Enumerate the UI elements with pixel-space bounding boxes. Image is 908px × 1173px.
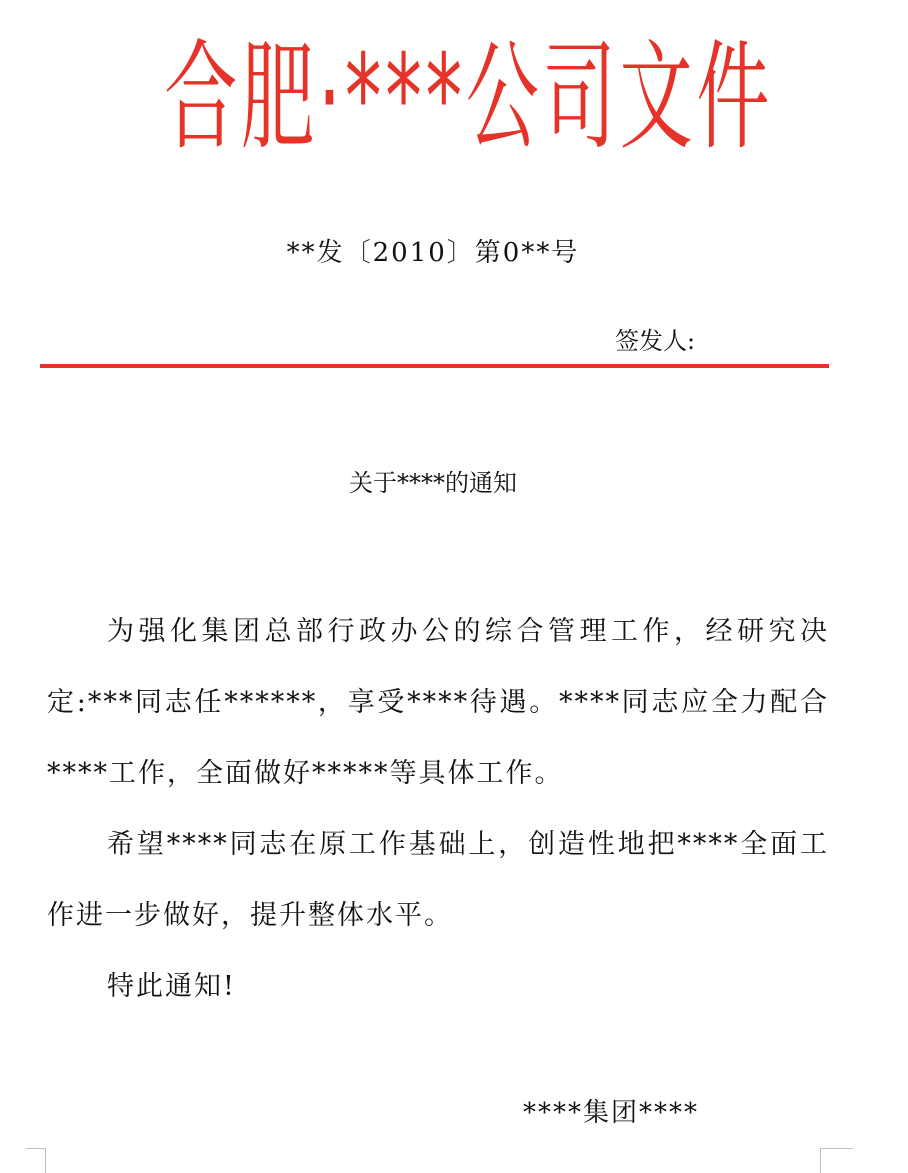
document-number: **发〔2010〕第0**号 [286,238,580,268]
page-corner-mark-right [820,1148,853,1173]
body-paragraph: 特此通知! [107,971,236,1002]
document-header-title: 合肥·***公司文件 [164,28,774,166]
body-paragraph: 为强化集团总部行政办公的综合管理工作，经研究决定:***同志任******，享受****待遇。****同志应全力配合****工作，全面做好*****等具体工作。 [47,616,829,789]
notice-title: 关于****的通知 [349,469,517,497]
signer-label: 签发人: [615,327,696,355]
page-corner-mark-left [26,1148,46,1173]
body-paragraph: 希望****同志在原工作基础上，创造性地把****全面工作进一步做好，提升整体水平。 [47,829,829,931]
issuer-sign-off: ****集团**** [523,1098,700,1128]
notice-body [47,596,829,1022]
red-divider-line [40,364,829,368]
